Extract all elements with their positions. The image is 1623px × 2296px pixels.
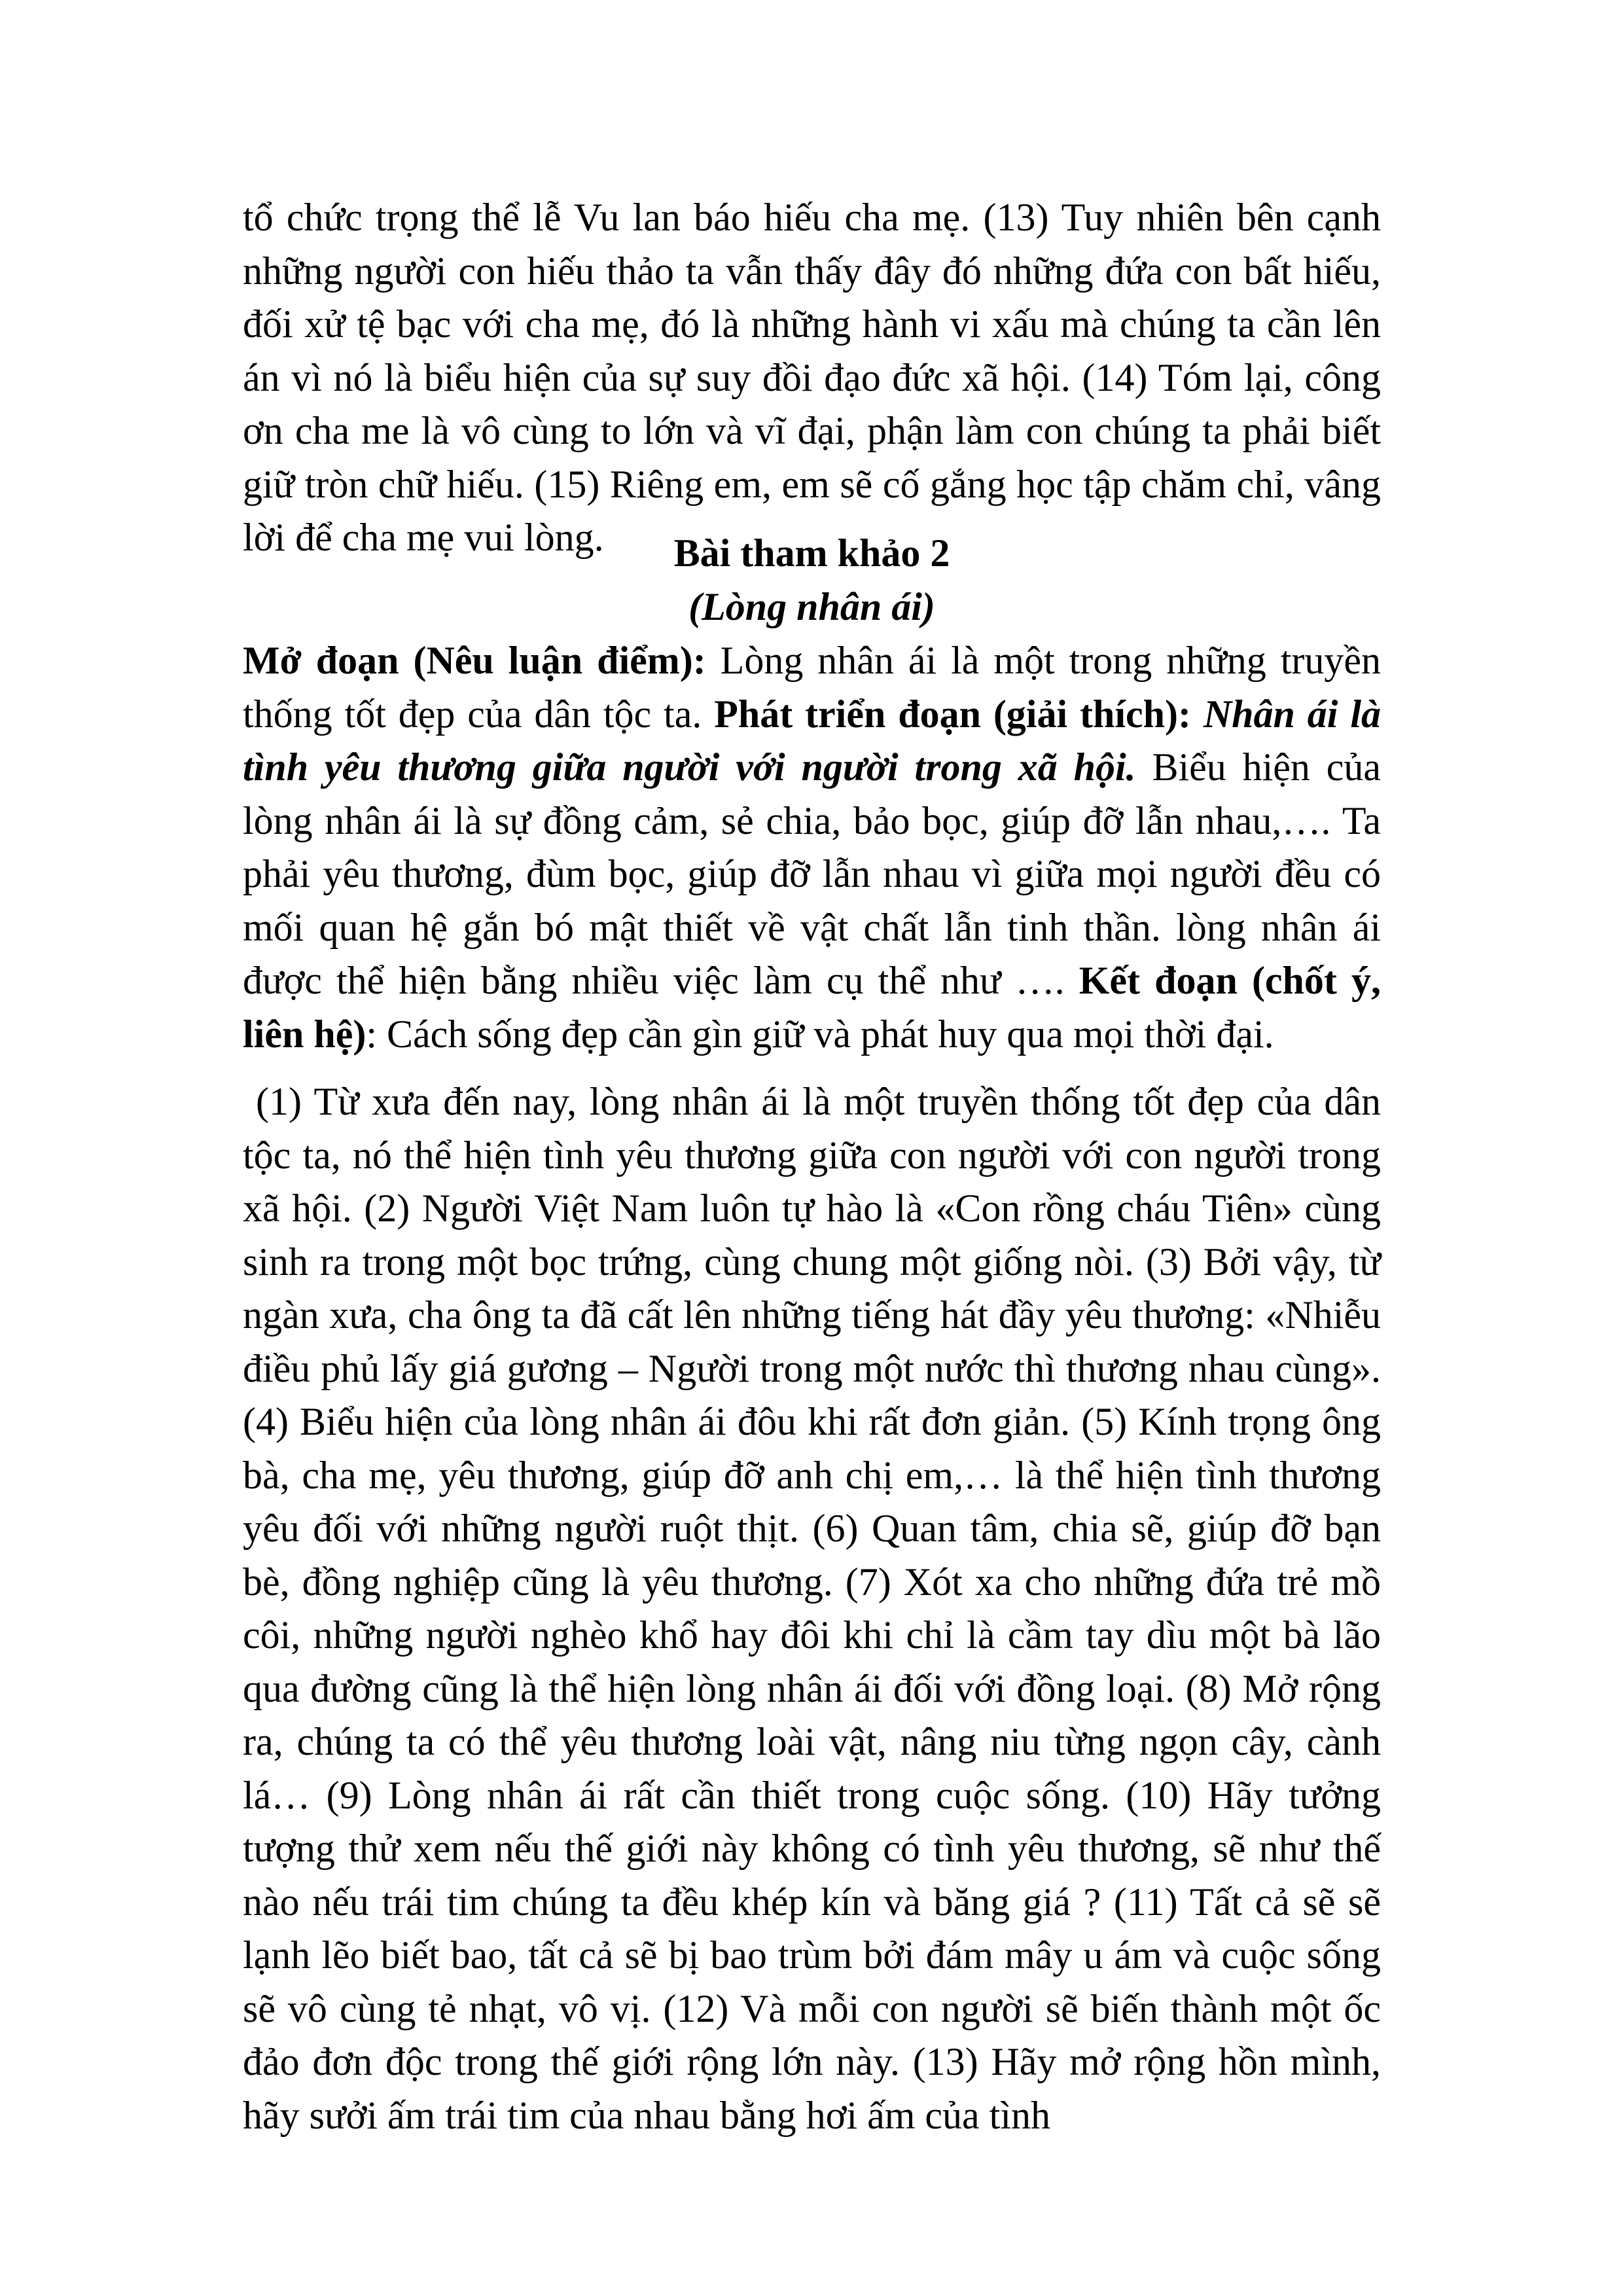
section-heading: Bài tham khảo 2 bbox=[673, 531, 950, 575]
paragraph-compassion-essay: (1) Từ xưa đến nay, lòng nhân ái là một truyền thống tốt đẹp của dân tộc ta, nó thể hiện tình yêu thương giữa con người với con người trong xã hội. (2) Người Việt Nam luôn tự hào là «Con rồng cháu Tiên» cùng sinh ra trong một bọc trứng, cùng chung một giống nòi. (3) Bởi vậy, từ ngàn xưa, cha ông ta đã cất lên những tiếng hát đầy yêu thương: «Nhiễu điều phủ lấy giá gương – Người trong một nước thì thương nhau cùng». (4) Biểu hiện của lòng nhân ái đôu khi rất đơn giản. (5) Kính trọng ông bà, cha mẹ, yêu thương, giúp đỡ anh chị em,… là thể hiện tình thương yêu đối với những người ruột thịt. (6) Quan tâm, chia sẽ, giúp đỡ bạn bè, đồng nghiệp cũng là yêu thương. (7) Xót xa cho những đứa trẻ mồ côi, những người nghèo khổ hay đôi khi chỉ là cầm tay dìu một bà lão qua đường cũng là thể hiện lòng nhân ái đối với đồng loại. (8) Mở rộng ra, chúng ta có thể yêu thương loài vật, nâng niu từng ngọn cây, cành lá… (9) Lòng nhân ái rất cần thiết trong cuộc sống. (10) Hãy tưởng tượng thử xem nếu thế giới này không có tình yêu thương, sẽ như thế nào nếu trái tim chúng ta đều khép kín và băng giá ? (11) Tất cả sẽ sẽ lạnh lẽo biết bao, tất cả sẽ bị bao trùm bởi đám mây u ám và cuộc sống sẽ vô cùng tẻ nhạt, vô vị. (12) Và mỗi con người sẽ biến thành một ốc đảo đơn độc trong thế giới rộng lớn này. (13) Hãy mở rộng hồn mình, hãy sưởi ấm trái tim của nhau bằng hơi ấm của tình bbox=[243, 1080, 1381, 2137]
outline-develop-label: Phát triển đoạn (giải thích): bbox=[714, 692, 1191, 736]
outline-close-label: Kết đoạn (chốt ý, liên hệ) bbox=[243, 959, 1381, 1056]
paragraph-outline bbox=[243, 634, 1381, 1061]
outline-close-text: : Cách sống đẹp cần gìn giữ và phát huy qua mọi thời đại. bbox=[366, 1012, 1274, 1056]
outline-open-label: Mở đoạn (Nêu luận điểm): bbox=[243, 639, 706, 682]
outline-develop-definition: Nhân ái là tình yêu thương giữa người với người trong xã hội. bbox=[243, 692, 1381, 789]
outline-develop-text: Biểu hiện của lòng nhân ái là sự đồng cảm, sẻ chia, bảo bọc, giúp đỡ lẫn nhau,…. Ta phải yêu thương, đùm bọc, giúp đỡ lẫn nhau vì giữa mọi người đều có mối quan hệ gắn bó mật thiết về vật chất lẫn tinh thần. lòng nhân ái được thể hiện bằng nhiều việc làm cụ thể như …. bbox=[243, 745, 1381, 1002]
section-subheading: (Lòng nhân ái) bbox=[688, 585, 935, 628]
outline-open-text: Lòng nhân ái là một trong những truyền thống tốt đẹp của dân tộc ta. bbox=[243, 639, 1381, 736]
paragraph-filial-piety-conclusion: tổ chức trọng thể lễ Vu lan báo hiếu cha mẹ. (13) Tuy nhiên bên cạnh những người con hiếu thảo ta vẫn thấy đây đó những đứa con bất hiếu, đối xử tệ bạc với cha mẹ, đó là những hành vi xấu mà chúng ta cần lên án vì nó là biểu hiện của sự suy đồi đạo đức xã hội. (14) Tóm lại, công ơn cha me là vô cùng to lớn và vĩ đại, phận làm con chúng ta phải biết giữ tròn chữ hiếu. (15) Riêng em, em sẽ cố gắng học tập chăm chỉ, vâng lời để cha mẹ vui lòng. bbox=[243, 196, 1381, 559]
